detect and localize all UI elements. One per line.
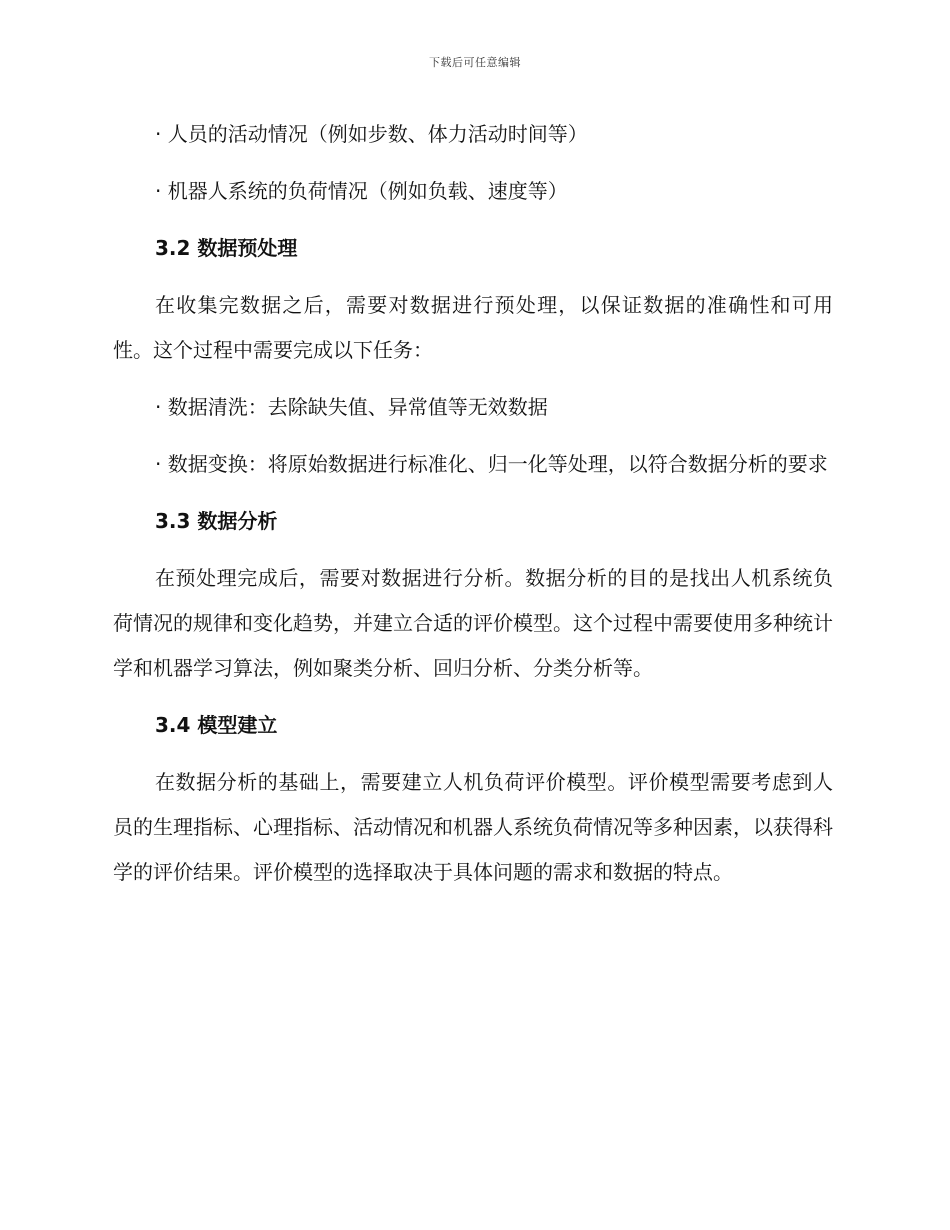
bullet-data-cleaning: · 数据清洗：去除缺失值、异常值等无效数据 [155,395,548,419]
section-heading-3-2: 3.2 数据预处理 [155,236,298,260]
paragraph-analysis: 在预处理完成后，需要对数据进行分析。数据分析的目的是找出人机系统负荷情况的规律和变化趋势，并建立合适的评价模型。这个过程中需要使用多种统计学和机器学习算法，例如聚类分析、回归分析、分类分析等。 [113,566,833,680]
page-header: 下载后可任意编辑 [429,56,521,69]
section-heading-3-3: 3.3 数据分析 [155,509,278,533]
bullet-data-transform: · 数据变换：将原始数据进行标准化、归一化等处理，以符合数据分析的要求 [155,452,828,476]
paragraph-model: 在数据分析的基础上，需要建立人机负荷评价模型。评价模型需要考虑到人员的生理指标、心理指标、活动情况和机器人系统负荷情况等多种因素，以获得科学的评价结果。评价模型的选择取决于具体问题的需求和数据的特点。 [113,770,833,884]
bullet-robot-load: · 机器人系统的负荷情况（例如负载、速度等） [155,179,568,203]
bullet-activity: · 人员的活动情况（例如步数、体力活动时间等） [155,122,588,146]
paragraph-preprocessing: 在收集完数据之后，需要对数据进行预处理，以保证数据的准确性和可用性。这个过程中需要完成以下任务： [113,293,833,362]
document-body [113,112,833,907]
section-heading-3-4: 3.4 模型建立 [155,713,278,737]
